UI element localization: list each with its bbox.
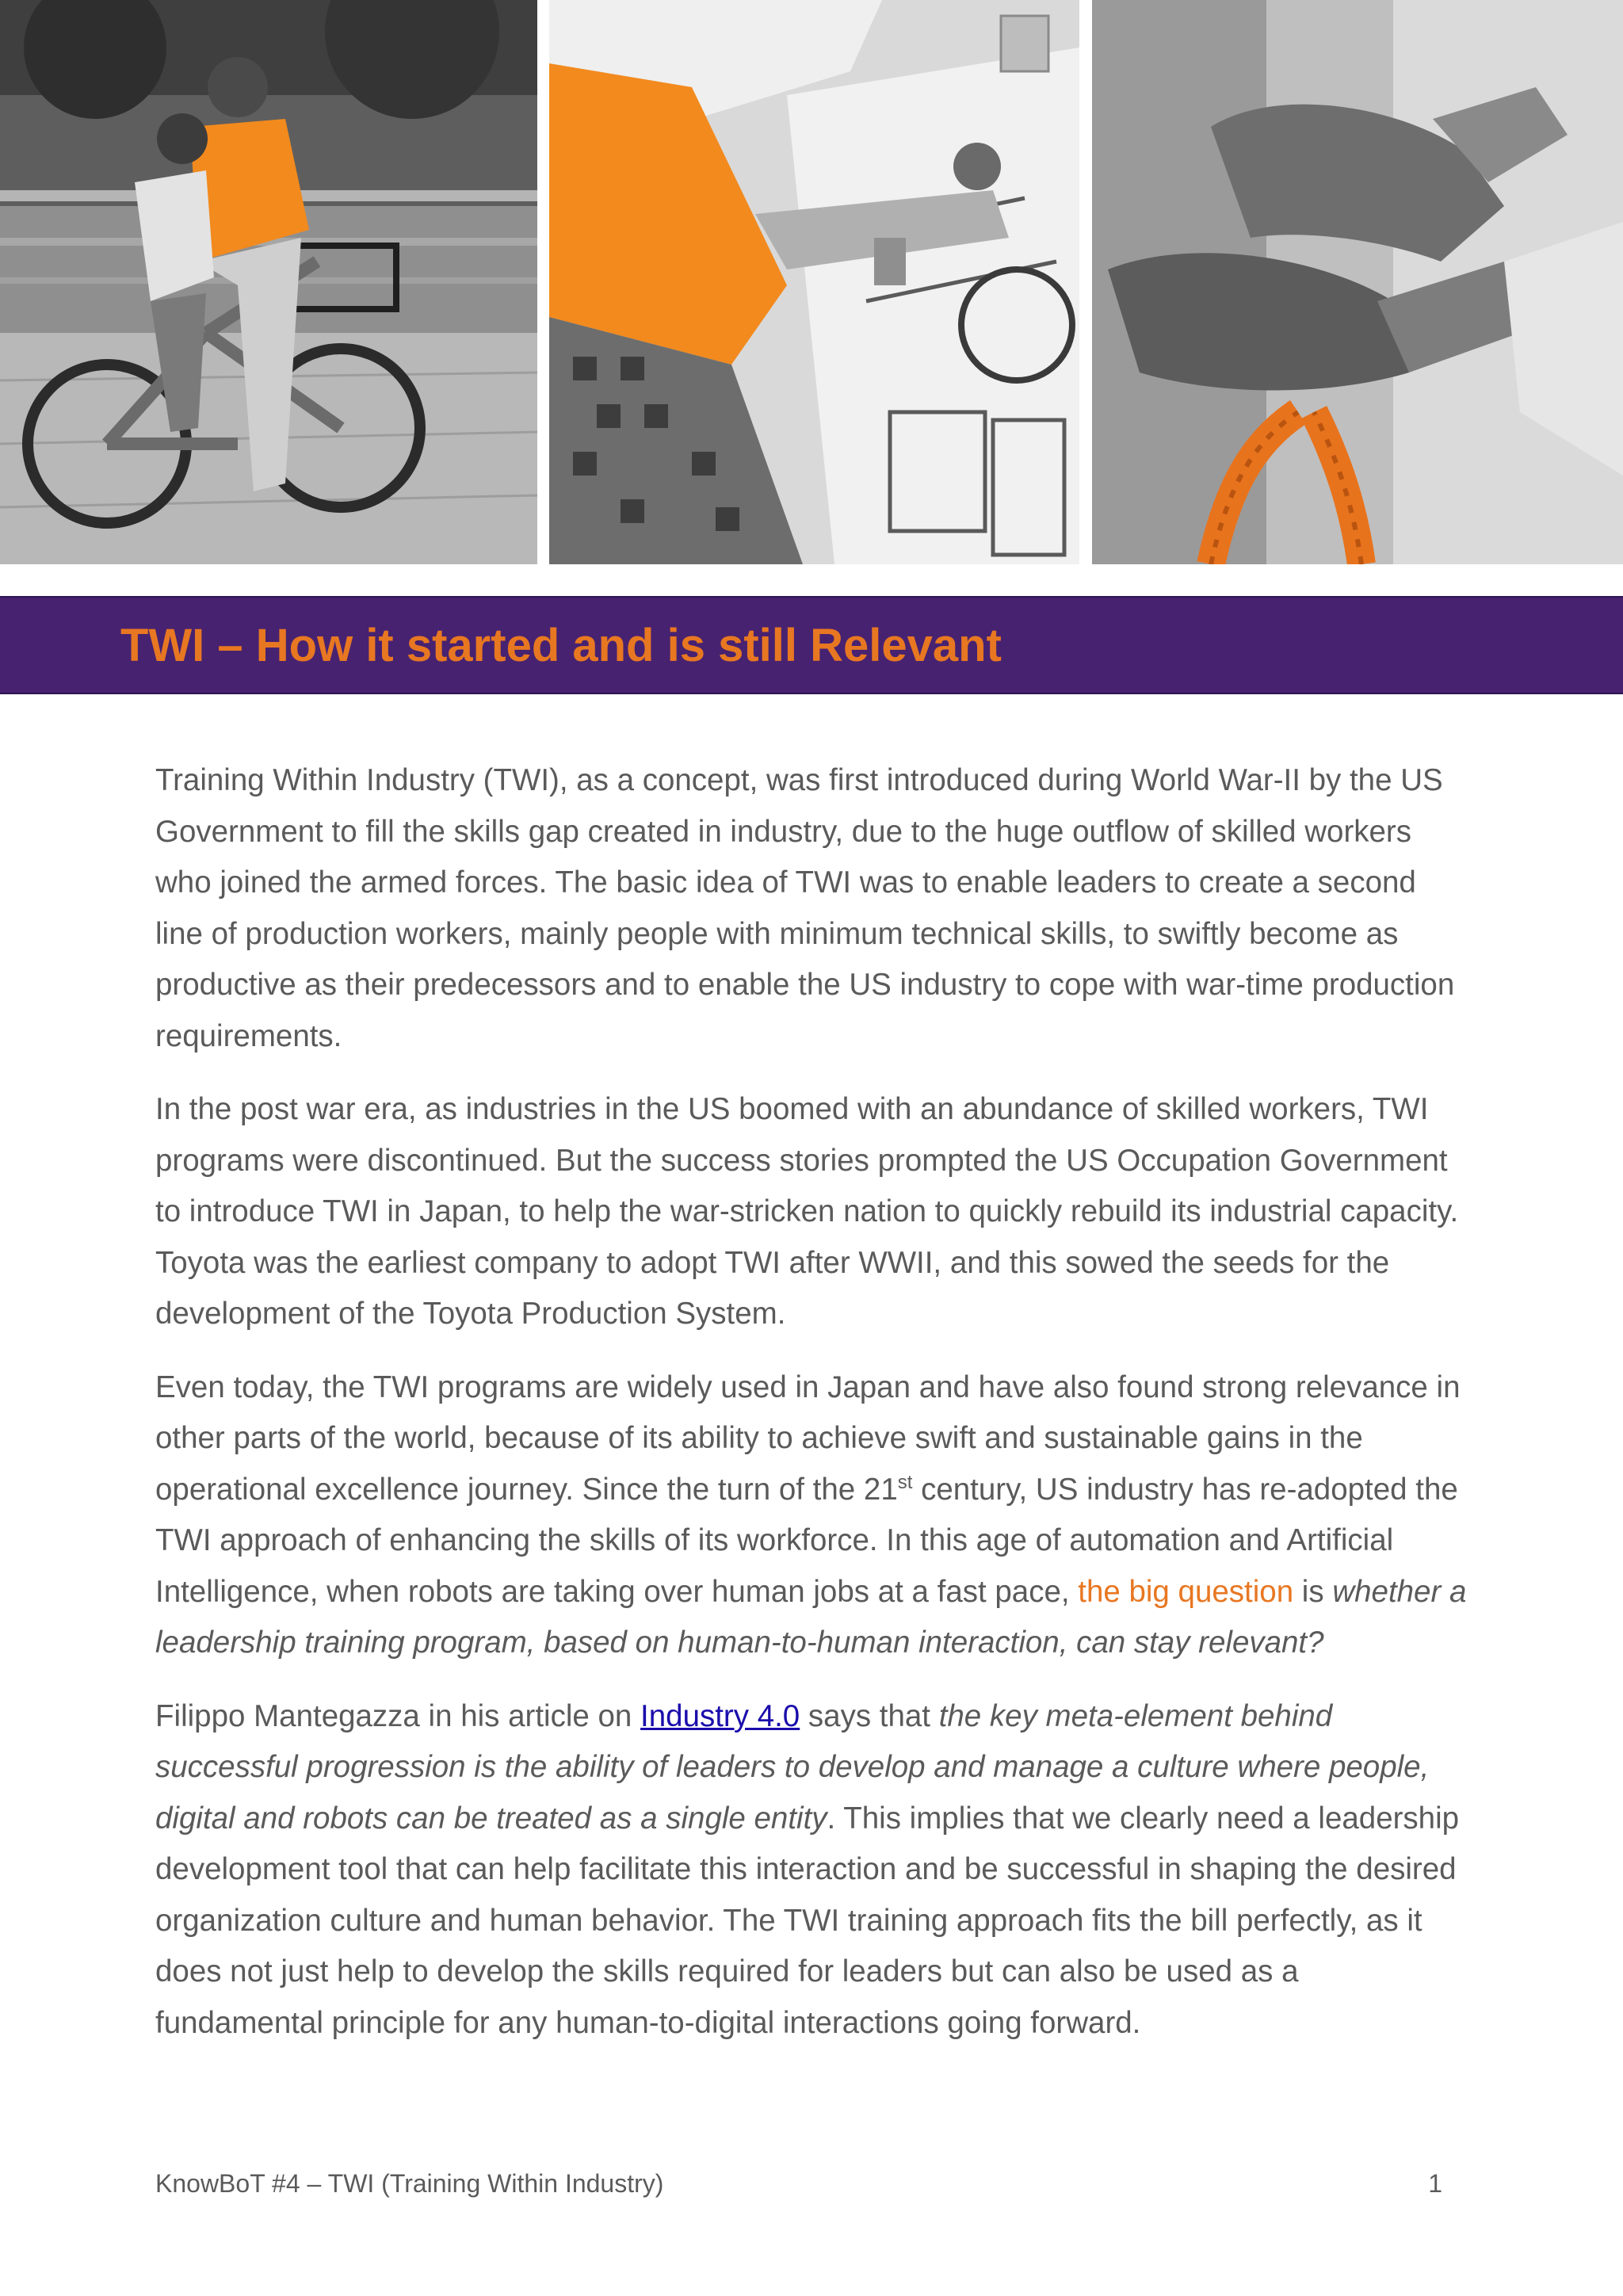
quote-meta-element: the key meta-element behind successful progression is the ability of leaders to develop and manage a culture where people, digital and robots can be treated as a single entity (155, 1698, 1430, 1836)
page-title: TWI – How it started and is still Relevant (120, 620, 1002, 671)
big-question-text: whether a leadership training program, based on human-to-human interaction, can stay relevant? (155, 1574, 1467, 1660)
article-body (155, 755, 1471, 2049)
paragraph-relevance-text-2: century, US industry has re-adopted the TWI approach of enhancing the skills of its workforce. In this age of automation and Artificial Intelligence, when robots are taking over human jobs at a fast pace, (155, 1472, 1458, 1609)
paragraph-origin: Training Within Industry (TWI), as a concept, was first introduced during World War-II by the US Government to fill the skills gap created in industry, due to the huge outflow of skilled workers who joined the armed forces. The basic idea of TWI was to enable leaders to create a second line of production workers, mainly people with minimum technical skills, to swiftly become as productive as their predecessors and to enable the US industry to cope with war-time production requirements. (155, 763, 1455, 1053)
paragraph-industry-text-2: says that (800, 1698, 939, 1733)
paragraph-relevance (155, 1362, 1471, 1669)
paragraph-industry-4 (155, 1691, 1471, 2050)
paragraph-relevance-text-1: Even today, the TWI programs are widely used in Japan and have also found strong relevance in other parts of the world, because of its ability to achieve swift and sustainable gains in the operational excellence journey. Since the turn of the 21 (155, 1370, 1461, 1507)
photo-engineer-plans-icon (549, 0, 1079, 564)
paragraph-industry-text-3: . This implies that we clearly need a leadership development tool that can help facilitate this interaction and be successful in shaping the desired organization culture and human behavior. The TWI training approach fits the bill perfectly, as it does not just help to develop the skills required for leaders but can also be used as a fundamental principle for any human-to-digital interactions going forward. (155, 1801, 1460, 2040)
title-banner (0, 596, 1623, 694)
industry-4-link[interactable]: Industry 4.0 (640, 1698, 800, 1733)
paragraph-post-war: In the post war era, as industries in the US boomed with an abundance of skilled workers, TWI programs were discontinued. But the success stories prompted the US Occupation Government to introduce TWI in Japan, to help the war-stricken nation to quickly rebuild its industrial capacity. Toyota was the earliest company to adopt TWI after WWII, and this sowed the seeds for the development of the Toyota Production System. (155, 1092, 1459, 1331)
photo-helping-hands-rope-icon (1092, 0, 1623, 564)
footer-page-number: 1 (1428, 2169, 1442, 2198)
ordinal-suffix: st (897, 1471, 913, 1493)
paragraph-industry-text-1: Filippo Mantegazza in his article on (155, 1698, 641, 1733)
paragraph-relevance-text-3: is (1293, 1574, 1333, 1609)
big-question-highlight: the big question (1078, 1574, 1294, 1609)
photo-bicycle-lesson-icon (0, 0, 537, 564)
header-photo-strip (0, 0, 1623, 564)
footer-document-title: KnowBoT #4 – TWI (Training Within Industry) (155, 2169, 664, 2198)
